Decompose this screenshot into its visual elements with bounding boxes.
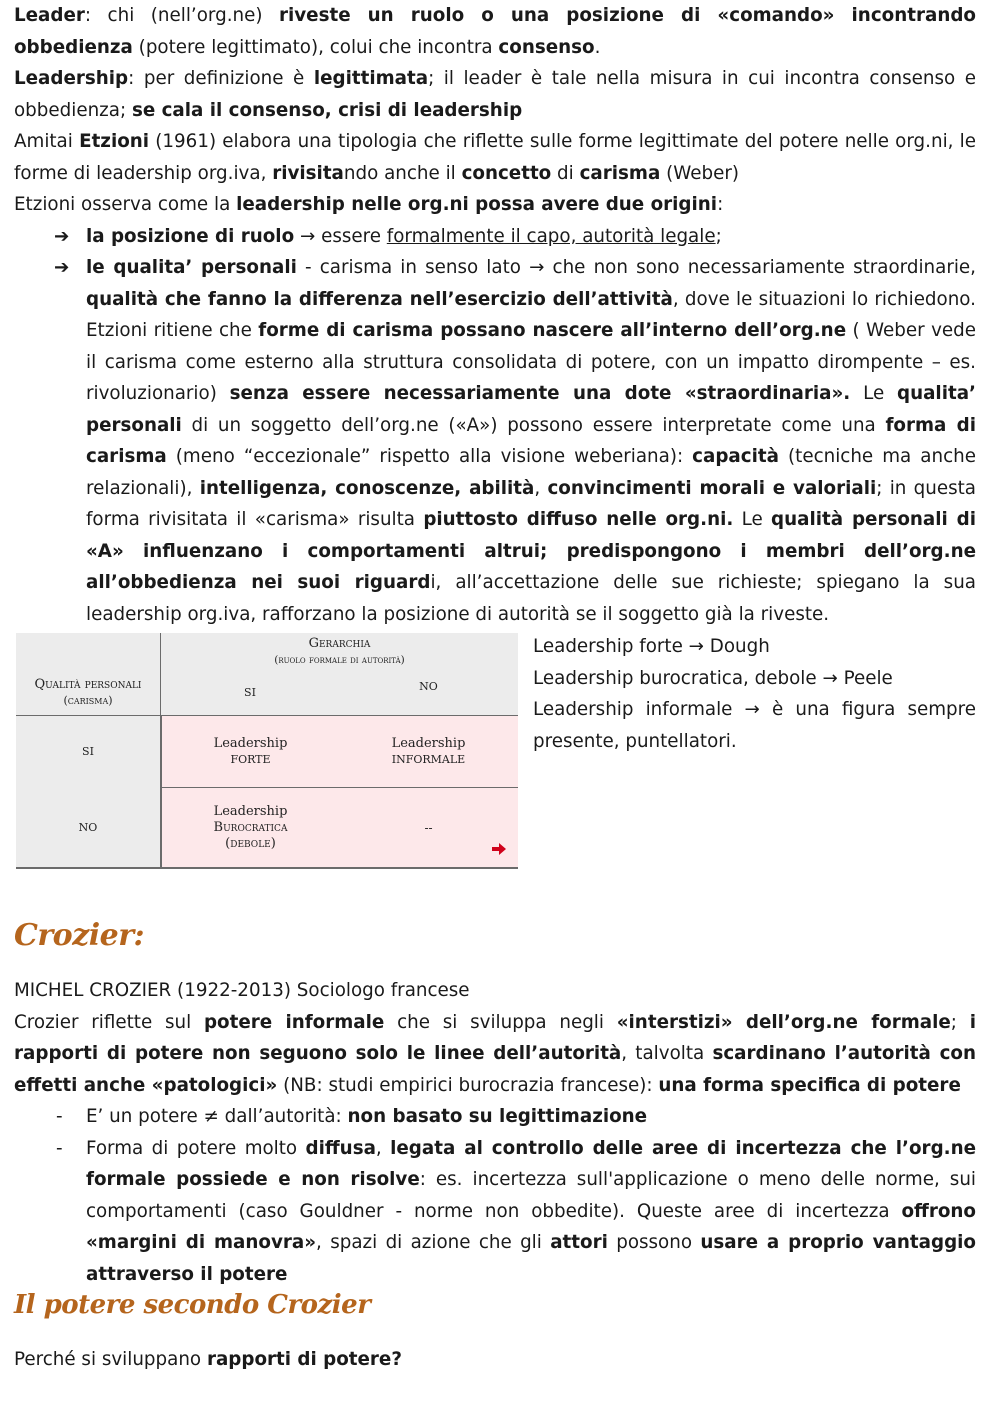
cell-text: -- [424,820,433,835]
bold-text: leadership nelle org.ni possa avere due origini [236,194,718,215]
bold-text: qualità personali di «A» influenzano i comportamenti altrui; predispongono i membri dell’org.ne all’obbedienza nei suoi riguard [86,509,977,593]
bold-text: concetto [461,162,552,184]
bold-text: usare a proprio vantaggio attraverso il potere [86,1232,976,1285]
term-leader: Leader [14,5,85,26]
cell-leadership-burocratica [161,788,340,867]
text: . [594,36,601,58]
table-corner-cell [16,633,161,671]
text: (tecniche ma anche relazionali), [86,446,976,499]
bold-text: rivisita [272,162,344,184]
text: → essere [294,225,387,247]
list-item [14,1101,976,1133]
arrow-bullet-icon: ➔ [54,225,70,247]
cell-empty [339,788,518,867]
bold-text: Etzioni [79,131,150,152]
table-header-no [339,671,518,716]
leadership-typology-table [16,633,518,869]
text: , [534,477,548,499]
row-label-si [16,716,161,788]
paragraph-question [14,1344,402,1376]
text: , talvolta [621,1043,713,1064]
table-notes [533,631,976,757]
table-bottom-rule [16,867,518,869]
intro-section [14,0,976,630]
list-item [14,1133,976,1291]
cell-leadership-forte [161,716,340,788]
row-no-label: NO [78,820,98,834]
section-heading-potere: Il potere secondo Crozier [14,1290,371,1320]
text: E’ un potere ≠ dall’autorità: [86,1106,348,1127]
row-label-no [16,788,161,867]
red-arrow-icon [492,843,506,855]
text: : chi (nell’org.ne) [84,5,279,26]
bold-text: carisma [579,162,661,184]
term-leadership: Leadership [14,68,129,89]
text: ( Weber vede il carisma come esterno alla struttura consolidata di potere, con un impatto dirompente – es. rivoluzionario) [86,320,976,404]
text: (NB: studi empirici burocrazia francese): [277,1074,659,1096]
bold-text: legittimata [313,68,429,89]
dash-bullet: - [56,1137,63,1159]
text: che si sviluppa negli [384,1011,617,1033]
bold-text: «interstizi» dell’org.ne formale [616,1011,951,1033]
bold-text: convincimenti morali e valoriali [547,477,877,499]
table-header-si [161,671,339,716]
bold-text: i rapporti di potere non seguono solo le linee dell’autorità [14,1011,976,1064]
cell-text: INFORMALE [391,752,466,766]
cell-text: Leadership [213,803,288,819]
bold-text: qualità che fanno la differenza nell’esercizio dell’attività [86,288,673,310]
text: (Weber) [660,162,739,184]
bold-text: potere informale [203,1011,385,1033]
bold-text: una forma specifica di potere [658,1074,961,1096]
bold-text: forma di carisma [86,414,976,467]
text: ; in questa forma rivisitata il «carisma» risulta [86,477,976,530]
list-item [14,252,976,630]
bold-text: attori [550,1232,608,1253]
text: ; il leader è tale nella misura in cui incontra consenso e obbedienza; [14,68,977,121]
section-heading-crozier: Crozier: [14,918,145,953]
text: Le [733,509,772,530]
cell-text: Leadership [213,735,288,751]
header-no-label: NO [419,680,438,693]
bold-text: qualita’ personali [86,383,976,436]
text: , spazi di azione che gli [316,1232,551,1253]
note-line: Leadership forte → Dough [533,636,770,657]
text: i, all’accettazione delle sue richieste; spiegano la sua leadership org.iva, rafforzano la posizione di autorità se il soggetto già la riveste. [86,572,976,625]
bold-text: offrono «margini di manovra» [86,1200,976,1253]
header-gerarchia: Gerarchia [308,636,371,651]
paragraph-crozier-potere [14,1007,976,1102]
note-line: Leadership informale → è una figura sempre presente, puntellatori. [533,699,976,752]
text: : [717,194,724,215]
text: di un soggetto dell’org.ne («A») possono essere interpretate come una [181,414,886,436]
text: ; [715,225,722,247]
paragraph-etzioni [14,126,976,189]
cell-text: FORTE [230,752,271,766]
paragraph-crozier-bio: MICHEL CROZIER (1922-2013) Sociologo francese [14,980,470,1001]
row-si-label: SI [82,745,94,758]
bold-text: legata al controllo delle aree di incertezza che l’org.ne formale possiede e non risolve [86,1137,977,1190]
header-qualita-sub: (carisma) [63,694,113,707]
crozier-section [14,975,976,1290]
bold-text: diffusa [305,1137,376,1159]
list-item [14,221,976,253]
header-gerarchia-sub: (ruolo formale di autorità) [274,654,405,666]
text: : per definizione è [128,68,314,89]
bold-text: rapporti di potere? [206,1349,402,1370]
bold-text: la posizione di ruolo [86,225,295,247]
text: (potere legittimato), colui che incontra [132,36,499,58]
crozier-list [14,1101,976,1290]
arrow-bullet-icon: ➔ [54,257,70,278]
text: Le [850,383,897,404]
text: , dove le situazioni lo richiedono. Etzioni ritiene che [86,288,976,341]
text: ; [950,1011,970,1033]
underlined-text: formalmente il capo, autorità legale [386,225,716,247]
bold-text: intelligenza, conoscenze, abilità [199,477,535,499]
cell-text: Burocratica [213,819,288,835]
text: - carisma in senso lato → che non sono necessariamente straordinarie, [296,257,976,278]
text: (1961) elabora una tipologia che riflette sulle forme legittimate del potere nelle org.ni, le forme di leadership org.iva, [14,131,977,184]
bold-text: piuttosto diffuso nelle org.ni. [423,509,734,530]
table-header-gerarchia [161,633,518,671]
header-qualita: Qualità personali [34,677,142,692]
text: Etzioni osserva come la [14,194,237,215]
bold-text: le qualita’ personali [86,257,297,278]
text: di [551,162,580,184]
bold-text: riveste un ruolo o una posizione di «comando» incontrando obbedienza [14,5,976,58]
cell-text: Leadership [391,735,466,751]
dash-bullet: - [56,1106,63,1127]
bold-text: scardinano l’autorità con effetti anche «patologici» [14,1043,976,1096]
header-si-label: SI [244,686,256,699]
table-header-qualita [16,671,161,716]
text: , [375,1137,391,1159]
text: ndo anche il [343,162,462,184]
bold-text: capacità [692,446,779,467]
text: possono [607,1232,701,1253]
text: Amitai [14,131,80,152]
bold-text: forme di carisma possano nascere all’interno dell’org.ne [258,320,847,341]
note-line: Leadership burocratica, debole → Peele [533,667,893,689]
bold-text: senza essere necessariamente una dote «straordinaria». [229,383,851,404]
cell-text: (debole) [225,835,276,851]
paragraph-leadership [14,63,976,126]
text: (meno “eccezionale” rispetto alla visione weberiana): [166,446,693,467]
text: Perché si sviluppano [14,1349,207,1370]
text: Forma di potere molto [86,1137,306,1159]
bold-text: non basato su legittimazione [347,1106,648,1127]
bold-text: consenso [498,36,595,58]
bold-text: se cala il consenso, crisi di leadership [131,99,523,121]
text: Crozier riflette sul [14,1011,204,1033]
text: : es. incertezza sull'applicazione o meno delle norme, sui comportamenti (caso Gouldner - norme non obbedite). Queste aree di incertezza [86,1169,976,1222]
cell-leadership-informale [339,716,518,788]
paragraph-leader [14,0,976,63]
origins-list [14,221,976,631]
paragraph-origini [14,189,976,221]
